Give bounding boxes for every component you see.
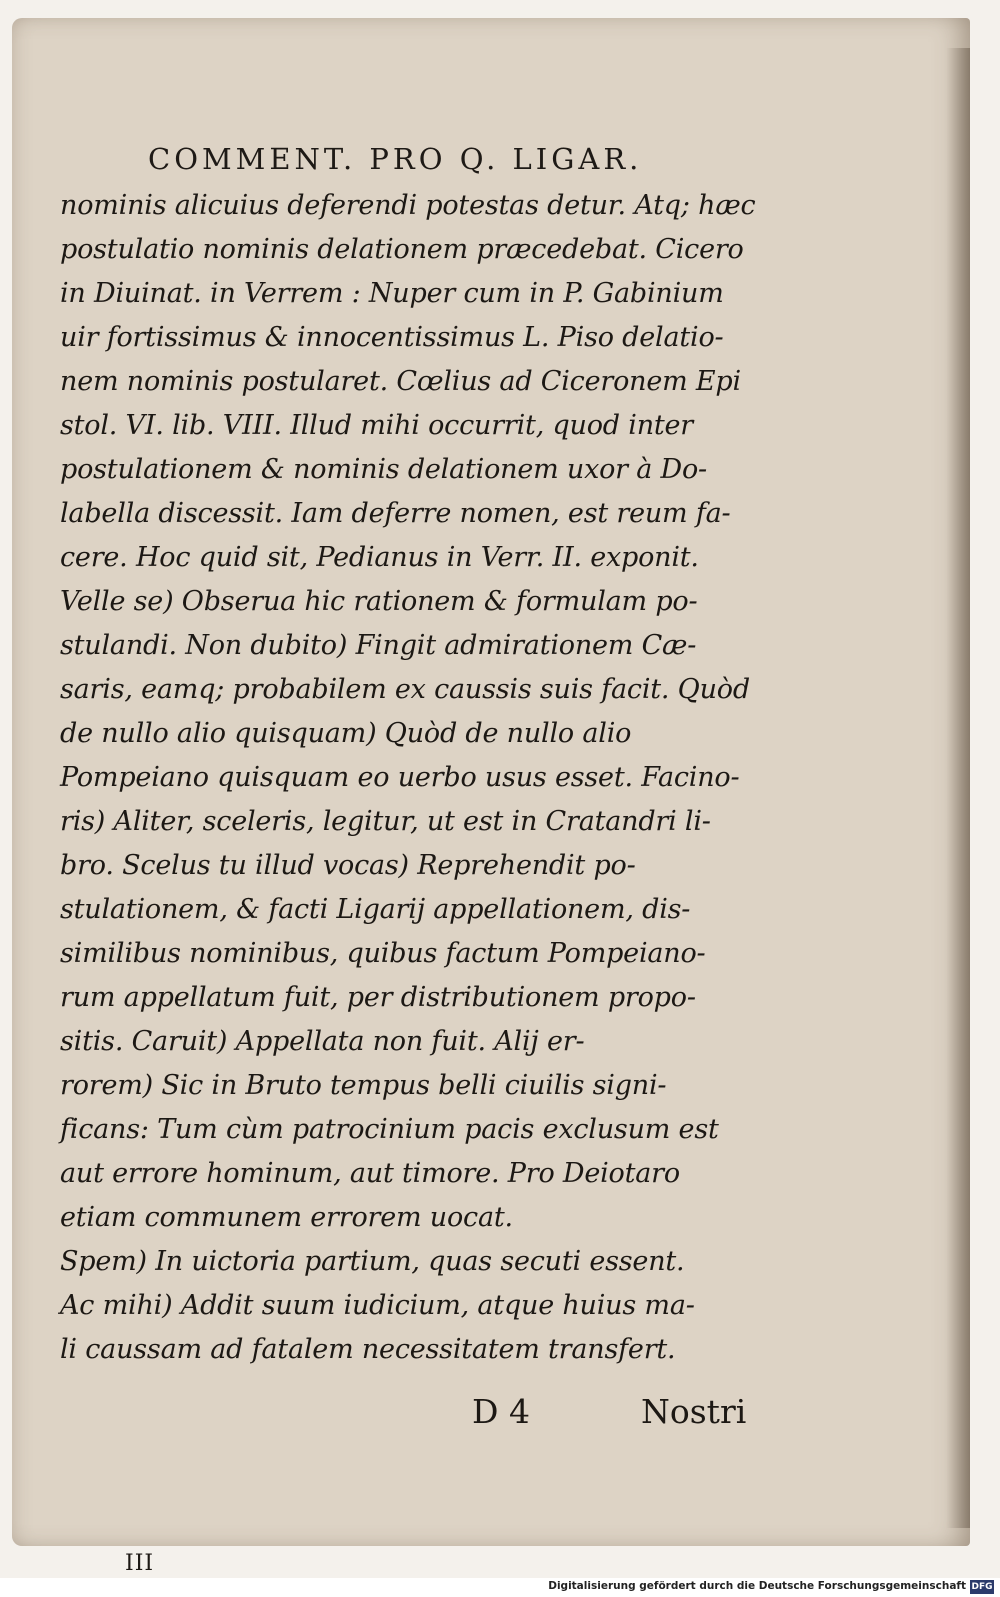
text-line: li caussam ad fatalem necessitatem transfert.: [60, 1334, 676, 1365]
signature-mark: D 4: [472, 1392, 530, 1431]
text-line: stulationem, & facti Ligarij appellationem, dis-: [60, 894, 691, 925]
text-line: ficans: Tum cùm patrocinium pacis exclusum est: [60, 1114, 719, 1145]
text-line: stulandi. Non dubito) Fingit admirationem Cæ-: [60, 630, 697, 661]
text-line: sitis. Caruit) Appellata non fuit. Alij er-: [60, 1026, 585, 1057]
text-line: uir fortissimus & innocentissimus L. Piso delatio-: [60, 322, 724, 353]
text-line: similibus nominibus, quibus factum Pompeiano-: [60, 938, 706, 969]
page-edge-shadow: [946, 48, 970, 1528]
text-line: postulationem & nominis delationem uxor à Do-: [60, 454, 707, 485]
text-line: ris) Aliter, sceleris, legitur, ut est in Cratandri li-: [60, 806, 711, 837]
text-line: Ac mihi) Addit suum iudicium, atque huius ma-: [60, 1290, 695, 1321]
text-line: saris, eamq; probabilem ex caussis suis facit. Quòd: [60, 674, 750, 705]
text-line: rum appellatum fuit, per distributionem propo-: [60, 982, 696, 1013]
bottom-edge-marks: III: [125, 1551, 155, 1576]
text-line: rorem) Sic in Bruto tempus belli ciuilis signi-: [60, 1070, 667, 1101]
text-line: nem nominis postularet. Cœlius ad Ciceronem Epi: [60, 366, 741, 397]
dfg-logo: DFG: [971, 1582, 993, 1592]
text-line: Spem) In uictoria partium, quas secuti essent.: [60, 1246, 685, 1277]
text-line: cere. Hoc quid sit, Pedianus in Verr. II. exponit.: [60, 542, 699, 573]
text-line: Velle se) Obserua hic rationem & formulam po-: [60, 586, 698, 617]
text-line: stol. VI. lib. VIII. Illud mihi occurrit, quod inter: [60, 410, 694, 441]
text-line: postulatio nominis delationem præcedebat. Cicero: [60, 234, 744, 265]
text-line: labella discessit. Iam deferre nomen, est reum fa-: [60, 498, 731, 529]
text-line: in Diuinat. in Verrem : Nuper cum in P. Gabinium: [60, 278, 724, 309]
text-line: de nullo alio quisquam) Quòd de nullo alio: [60, 718, 632, 749]
text-line: nominis alicuius deferendi potestas detur. Atq; hæc: [60, 190, 756, 221]
text-line: bro. Scelus tu illud vocas) Reprehendit po-: [60, 850, 636, 881]
text-line: aut errore hominum, aut timore. Pro Deiotaro: [60, 1158, 680, 1189]
catchword: Nostri: [641, 1392, 747, 1431]
running-header: COMMENT. PRO Q. LIGAR.: [148, 142, 643, 176]
text-line: Pompeiano quisquam eo uerbo usus esset. Facino-: [60, 762, 740, 793]
funding-notice: Digitalisierung gefördert durch die Deutsche Forschungsgemeinschaft: [548, 1580, 966, 1592]
digitization-footer: [0, 1578, 1000, 1597]
text-line: etiam communem errorem uocat.: [60, 1202, 513, 1233]
